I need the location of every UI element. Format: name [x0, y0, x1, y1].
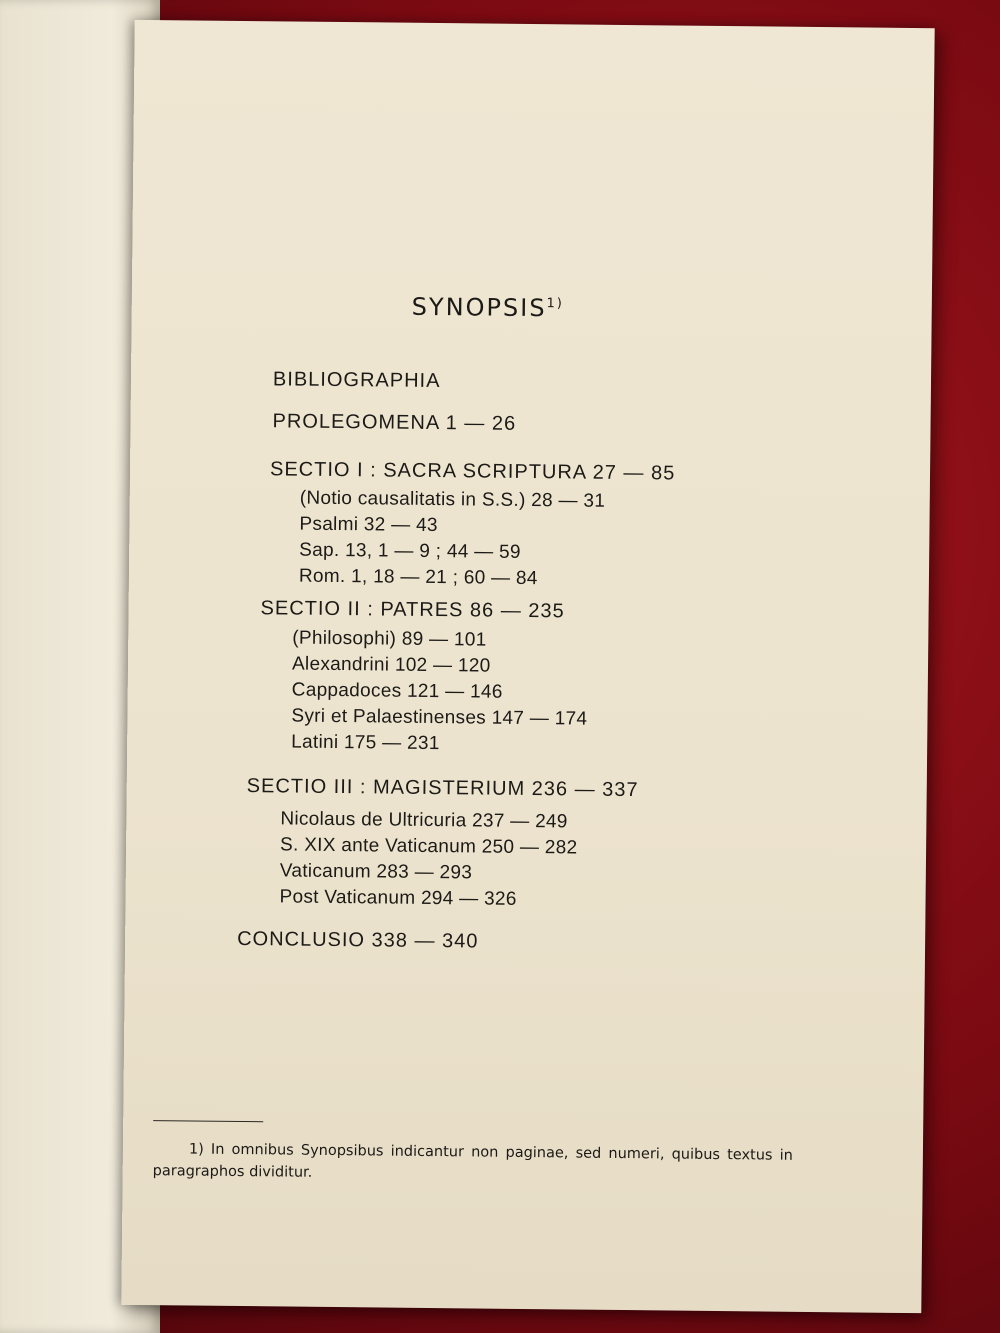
toc-item: Vaticanum 283 — 293 [279, 860, 473, 884]
book-page [121, 20, 934, 1313]
toc-conclusio: CONCLUSIO 338 — 340 [237, 927, 479, 953]
toc-item: Syri et Palaestinenses 147 — 174 [291, 705, 588, 730]
page-title [412, 293, 564, 323]
footnote: 1) In omnibus Synopsibus indicantur non paginae, sed numeri, quibus textus in paragraphos dividitur. [152, 1141, 793, 1181]
toc-item: Cappadoces 121 — 146 [291, 679, 503, 703]
toc-sectio-2: SECTIO II : PATRES 86 — 235 [260, 597, 565, 623]
toc-item: Psalmi 32 — 43 [299, 513, 438, 537]
toc-item: (Philosophi) 89 — 101 [292, 627, 487, 651]
toc-item: Alexandrini 102 — 120 [291, 653, 491, 677]
toc-sectio-3: SECTIO III : MAGISTERIUM 236 — 337 [246, 775, 639, 802]
toc-item: Nicolaus de Ultricuria 237 — 249 [280, 808, 568, 833]
footnote-marker: 1) [546, 296, 564, 312]
toc-item: Rom. 1, 18 — 21 ; 60 — 84 [298, 565, 538, 590]
toc-sectio-1: SECTIO I : SACRA SCRIPTURA 27 — 85 [269, 458, 676, 485]
title-text: SYNOPSIS [411, 292, 547, 323]
toc-bibliographia: BIBLIOGRAPHIA [272, 368, 441, 393]
toc-item: S. XIX ante Vaticanum 250 — 282 [280, 834, 578, 859]
toc-item: Sap. 13, 1 — 9 ; 44 — 59 [299, 539, 521, 563]
footnote-rule [153, 1120, 263, 1122]
toc-prolegomena: PROLEGOMENA 1 — 26 [272, 410, 517, 435]
toc-item: Latini 175 — 231 [291, 731, 440, 755]
toc-item: (Notio causalitatis in S.S.) 28 — 31 [299, 487, 606, 512]
toc-item: Post Vaticanum 294 — 326 [279, 886, 517, 910]
